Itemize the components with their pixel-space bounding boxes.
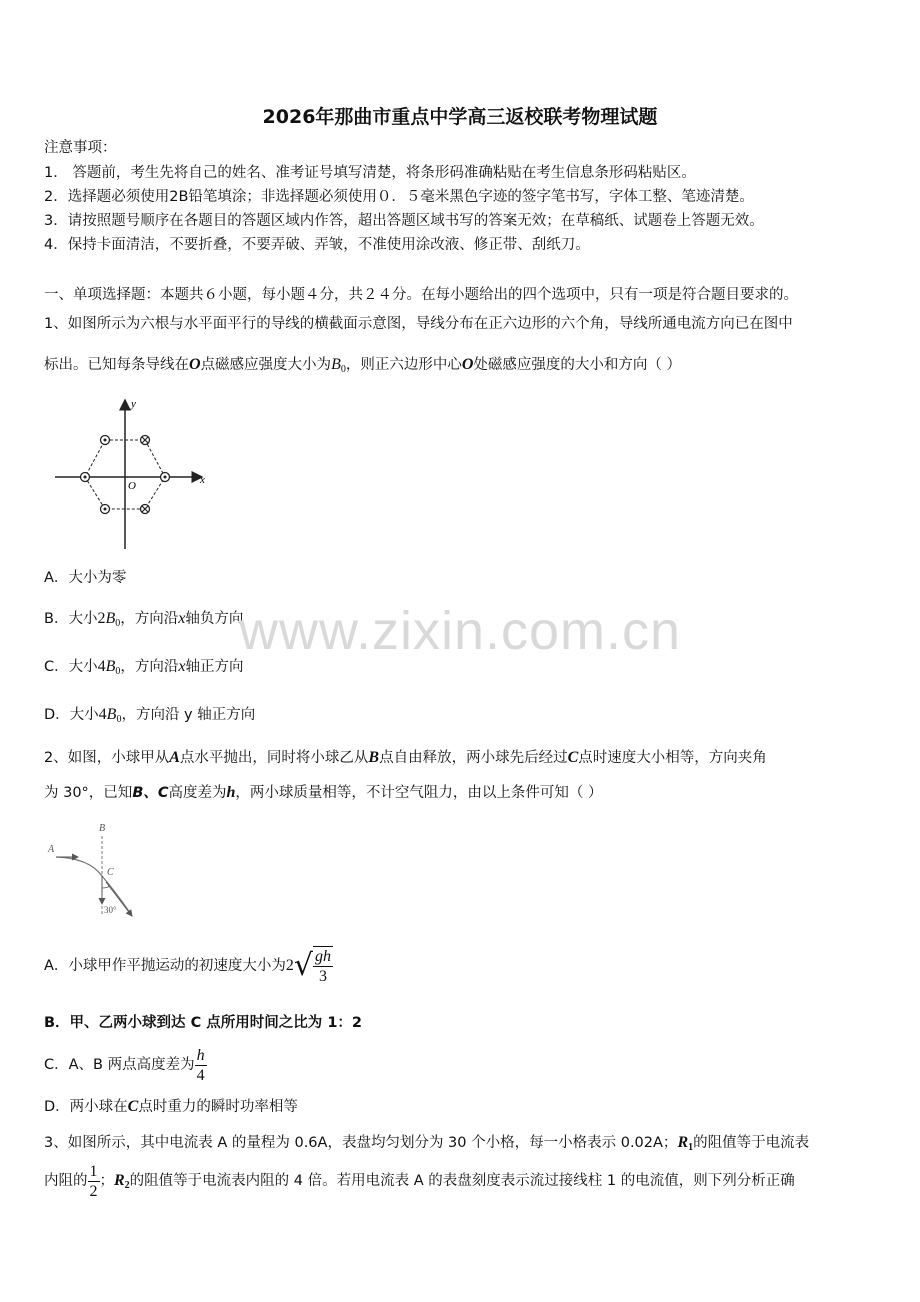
x-axis-label: x <box>200 474 205 486</box>
origin-label: O <box>128 480 136 492</box>
angle-label: 30° <box>104 905 117 915</box>
label-a: A <box>48 844 55 855</box>
label-b: B <box>99 823 106 834</box>
projectile-figure <box>44 818 144 923</box>
angle-arc <box>102 886 110 888</box>
hexagon-wire-figure <box>50 395 215 553</box>
page-title: 2026年那曲市重点中学高三返校联考物理试题 <box>262 106 658 128</box>
q2-option-d: D．两小球在C点时重力的瞬时功率相等 <box>44 1098 298 1115</box>
q1-option-b: B．大小$2B_0$，方向沿x轴负方向 <box>44 610 244 629</box>
q3-stem-line1: 3、如图所示，其中电流表 A 的量程为 0.6A，表盘均匀划分为 30 个小格，每一小格表示 0.02A；$R_1$的阻值等于电流表 <box>44 1134 810 1153</box>
q1-option-c: C．大小$4B_0$，方向沿x轴正方向 <box>44 658 244 677</box>
note-item-3: 3．请按照题号顺序在各题目的答题区域内作答，超出答题区域书写的答案无效；在草稿纸、试题卷上答题无效。 <box>44 213 764 229</box>
q2-option-a: A．小球甲作平抛运动的初速度大小为2√ $\frac{gh}{3}$ <box>44 948 332 985</box>
q1-stem-line2: 标出。已知每条导线在O点磁感应强度大小为$B_0$，则正六边形中心O处磁感应强度的大小和方向（ ） <box>44 356 682 375</box>
q2-option-b: B．甲、乙两小球到达 C 点所用时间之比为 1：2 <box>44 1015 363 1031</box>
parabolic-path <box>56 857 132 916</box>
q1-stem-line1: 1、如图所示为六根与水平面平行的导线的横截面示意图，导线分布在正六边形的六个角，导线所通电流方向已在图中 <box>44 316 793 332</box>
note-item-4: 4．保持卡面清洁，不要折叠，不要弄破、弄皱，不准使用涂改液、修正带、刮纸刀。 <box>44 237 590 253</box>
note-item-2: 2．选择题必须使用2B铅笔填涂；非选择题必须使用０．５毫米黑色字迹的签字笔书写，字体工整、笔迹清楚。 <box>44 189 754 205</box>
wire-dot-right-icon <box>161 473 170 482</box>
q1-option-a: A．大小为零 <box>44 570 127 586</box>
q1-option-d: D．大小$4B_0$，方向沿 y 轴正方向 <box>44 706 256 725</box>
wire-cross-top-right-icon <box>141 436 150 445</box>
q2-stem-line1: 2、如图，小球甲从A点水平抛出，同时将小球乙从B点自由释放，两小球先后经过C点时速度大小相等，方向夹角 <box>44 749 767 766</box>
watermark: www.zixin.com.cn <box>238 601 682 661</box>
wire-dot-top-left-icon <box>101 436 110 445</box>
wire-dot-left-icon <box>81 473 90 482</box>
wire-cross-bottom-right-icon <box>141 505 150 514</box>
y-axis-label: y <box>131 398 136 410</box>
q2-stem-line2: 为 30°，已知B、C高度差为h，两小球质量相等，不计空气阻力，由以上条件可知（ ） <box>44 784 603 801</box>
label-c: C <box>107 867 114 878</box>
q2-option-c: C．A、B 两点高度差为 $\frac{h}{4}$ <box>44 1046 205 1084</box>
section-heading: 一、单项选择题：本题共６小题，每小题４分，共２４分。在每小题给出的四个选项中，只有一项是符合题目要求的。 <box>44 287 798 303</box>
note-item-1: 1． 答题前，考生先将自己的姓名、准考证号填写清楚，将条形码准确粘贴在考生信息条形码粘贴区。 <box>44 165 696 181</box>
q3-stem-line2: 内阻的 $\frac{1}{2}$ ；$R_2$的阻值等于电流表内阻的 4 倍。若用电流表 A 的表盘刻度表示流过接线柱 1 的电流值，则下列分析正确 <box>44 1162 795 1200</box>
notes-header: 注意事项： <box>44 140 117 156</box>
wire-dot-bottom-left-icon <box>101 505 110 514</box>
